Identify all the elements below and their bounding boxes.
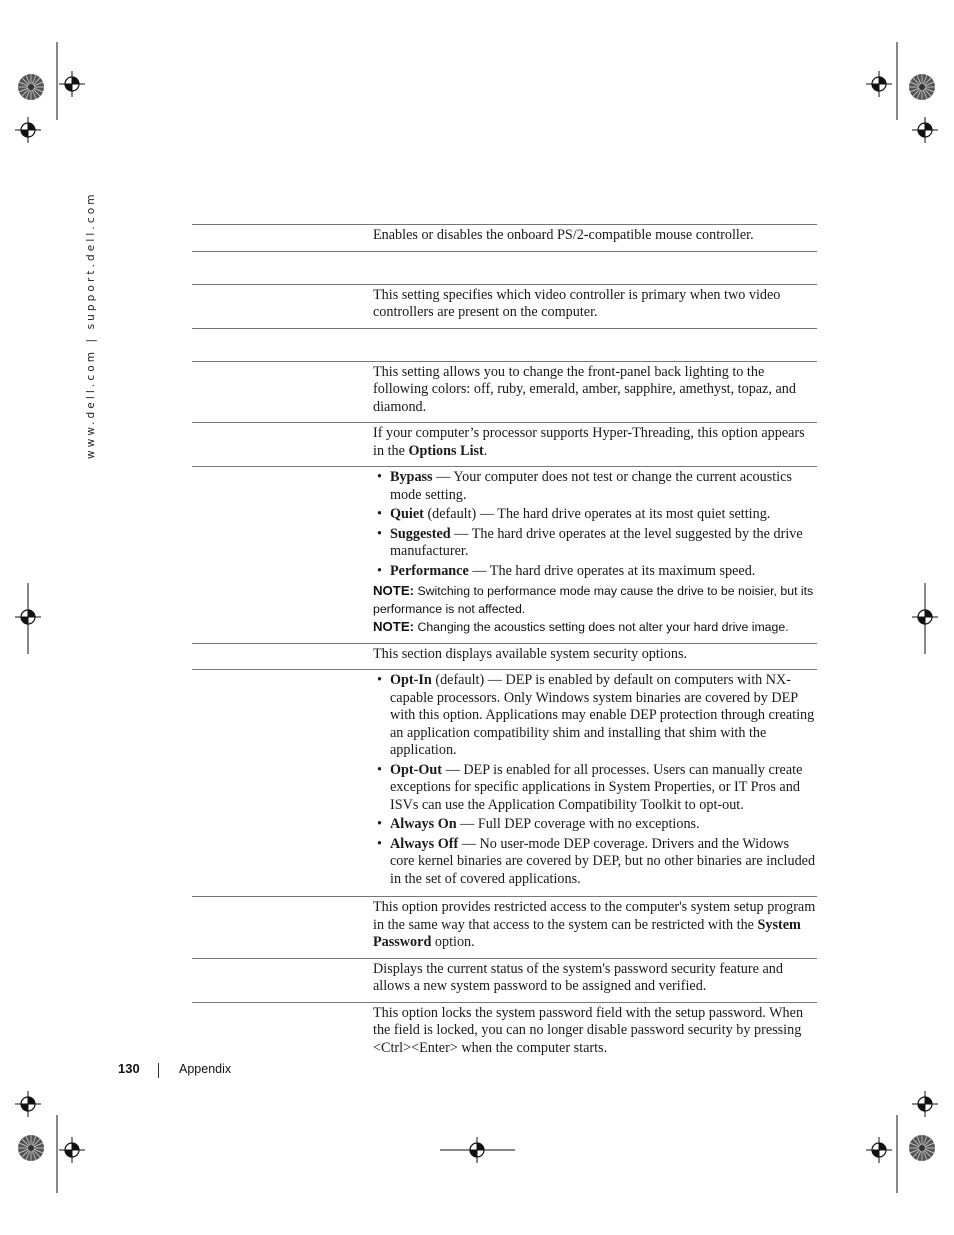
text-segment: . [483,442,488,459]
note-text: Changing the acoustics setting does not alter your hard drive image. [414,620,789,634]
item-term: Suggested [390,525,451,542]
note-label: NOTE: [373,619,415,634]
text-segment: If your computer’s processor supports Hyper-Threading, this option appears in the [373,425,805,459]
item-term: Bypass [390,469,433,485]
description-text: Enables or disables the onboard PS/2-compatible mouse controller. [373,227,754,243]
item-term: Opt-In [390,672,432,688]
item-text: — The hard drive operates at the level suggested by the drive manufacturer. [390,525,803,559]
item-text: (default) — DEP is enabled by default on computers with NX-capable processors. Only Windows system binaries are covered by DEP with this option. Applications may enable DEP protection through creating an application compatibility shim and installing that shim with the application. [390,672,815,758]
description-text: Displays the current status of the system's password security feature and allows a new system password to be assigned and verified. [373,960,783,994]
description-text: This setting allows you to change the front-panel back lighting to the following colors: off, ruby, emerald, amber, sapphire, amethyst, topaz, and diamond. [373,363,796,415]
radial-registration-icon [18,74,44,100]
item-text: — Full DEP coverage with no exceptions. [456,816,700,832]
crosshair-registration-icon [866,71,892,97]
sidebar-url-text: www.dell.com | support.dell.com [85,191,97,459]
item-text: — No user-mode DEP coverage. Drivers and the Widows core kernel binaries are covered by DEP, but no other binaries are included in the set of covered applications. [390,835,816,887]
item-text: — The hard drive operates at its maximum speed. [468,562,756,579]
crosshair-registration-icon [15,117,41,143]
emphasis-term: Options List [408,442,484,459]
radial-registration-icon [909,1135,935,1161]
radial-registration-icon [18,1135,44,1161]
note-text: Switching to performance mode may cause the drive to be noisier, but its performance is not affected. [373,584,814,616]
description-text: This option locks the system password field with the setup password. When the field is locked, you can no longer disable password security by pressing <Ctrl><Enter> when the computer starts. [373,1004,804,1056]
item-term: Quiet [390,506,424,522]
text-segment: option. [431,934,475,950]
item-term: Performance [390,562,469,579]
item-term: Always Off [390,835,459,852]
crosshair-registration-icon [59,71,85,97]
page-number: 130 [118,1061,140,1076]
description-text: This section displays available system security options. [373,645,688,662]
item-term: Opt-Out [390,761,443,778]
description-text: This setting specifies which video controller is primary when two video controllers are present on the computer. [373,286,781,320]
item-text: — DEP is enabled for all processes. Users can manually create exceptions for specific applications in System Properties, or IT Pros and ISVs can use the Application Compatibility Toolkit to opt-out. [390,761,803,813]
emphasis-term: System Password [373,916,801,950]
radial-registration-icon [909,74,935,100]
crop-lines [0,42,925,1193]
item-term: Always On [390,816,457,832]
crosshair-registration-icon [866,1137,892,1163]
item-text: — Your computer does not test or change the current acoustics mode setting. [390,469,792,503]
section-name: Appendix [179,1062,232,1076]
item-text: (default) — The hard drive operates at its most quiet setting. [423,506,771,522]
crosshair-registration-icon [59,1137,85,1163]
text-segment: This option provides restricted access to the computer's system setup program in the same way that access to the system can be restricted with the [373,899,816,933]
crosshair-registration-icon [15,1091,41,1117]
note-label: NOTE: [373,583,415,598]
crosshair-registration-icon [912,117,938,143]
crosshair-registration-icon [912,1091,938,1117]
